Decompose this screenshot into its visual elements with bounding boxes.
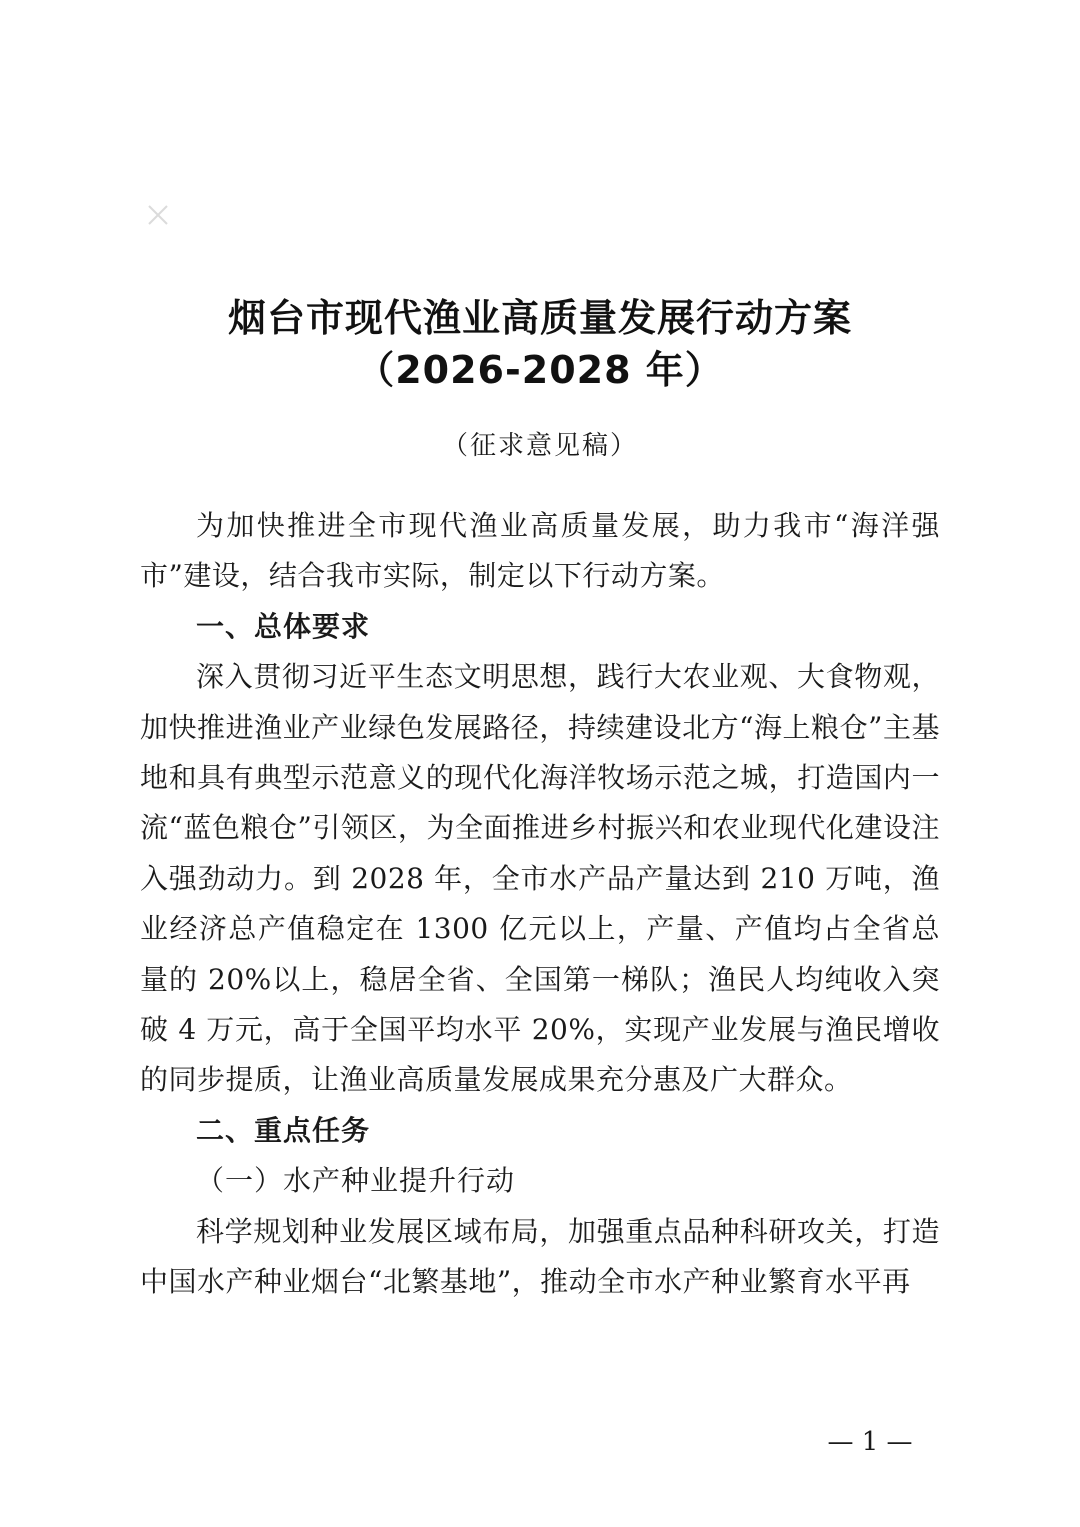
general-requirements-paragraph: 深入贯彻习近平生态文明思想，践行大农业观、大食物观，加快推进渔业产业绿色发展路径，持续建设北方“海上粮仓”主基地和具有典型示范意义的现代化海洋牧场示范之城，打造国内一流“蓝色粮仓”引领区，为全面推进乡村振兴和农业现代化建设注入强劲动力。到 2028 年，全市水产品产量达到 210 万吨，渔业经济总产值稳定在 1300 亿元以上，产量、产值均占全省总量的 20%以上，稳居全省、全国第一梯队；渔民人均纯收入突破 4 万元，高于全国平均水平 20%，实现产业发展与渔民增收的同步提质，让渔业高质量发展成果充分惠及广大群众。 [140,660,940,1097]
document-title: 烟台市现代渔业高质量发展行动方案 [227,296,852,340]
intro-paragraph: 为加快推进全市现代渔业高质量发展，助力我市“海洋强市”建设，结合我市实际，制定以下行动方案。 [140,509,940,593]
section-heading-key-tasks: 二、重点任务 [196,1113,371,1147]
section-heading-general-requirements: 一、总体要求 [196,609,371,643]
document-title-years: （2026-2028 年） [356,348,724,392]
page-number: — 1 — [827,1427,913,1457]
seed-industry-paragraph: 科学规划种业发展区域布局，加强重点品种科研攻关，打造中国水产种业烟台“北繁基地”，推动全市水产种业繁育水平再 [140,1214,940,1299]
document-body [140,501,940,1308]
faint-cross-mark-icon [146,203,170,227]
subsection-heading-seed-industry: （一）水产种业提升行动 [196,1164,516,1198]
draft-label: （征求意见稿） [441,431,638,461]
